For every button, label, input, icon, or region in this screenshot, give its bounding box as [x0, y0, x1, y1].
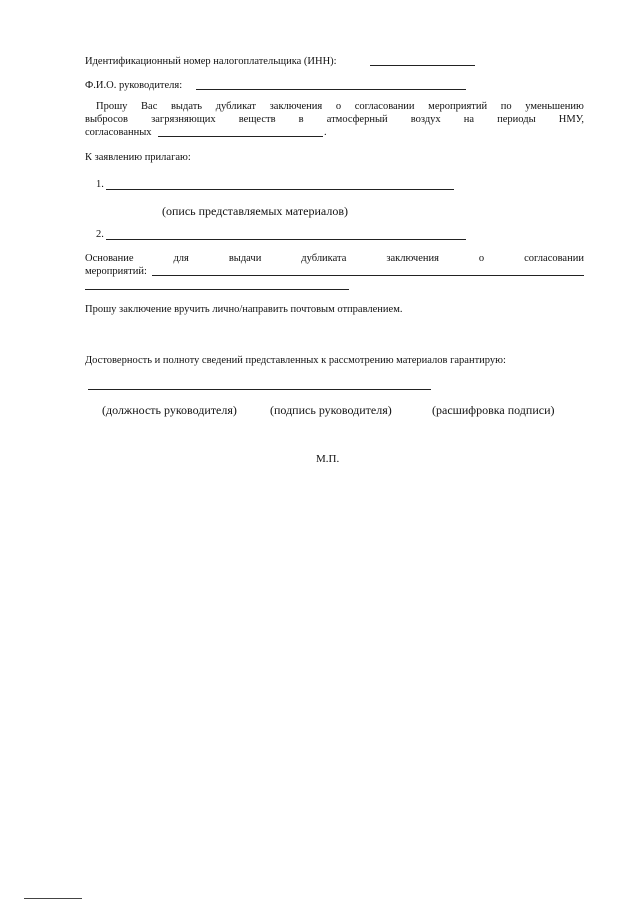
word: атмосферный — [326, 114, 388, 125]
request-line-2 — [85, 113, 584, 126]
period-mark: . — [324, 127, 327, 138]
word: согласовании — [524, 253, 584, 264]
item-2-number: 2. — [96, 229, 104, 240]
delivery-text: Прошу заключение вручить лично/направить почтовым отправлением. — [85, 304, 403, 315]
word: о — [478, 253, 485, 264]
word: загрязняющих — [151, 114, 216, 125]
inn-field[interactable] — [370, 65, 475, 66]
word: периоды — [497, 114, 536, 125]
word: заключения — [386, 253, 439, 264]
word: дубликата — [301, 253, 347, 264]
signature-caption: (подпись руководителя) — [270, 403, 392, 417]
inn-label: Идентификационный номер налогоплательщика (ИНН): — [85, 56, 337, 67]
fio-label: Ф.И.О. руководителя: — [85, 80, 183, 91]
reason-line-1 — [85, 252, 584, 265]
fio-field[interactable] — [196, 89, 466, 90]
word: Основание — [85, 253, 134, 264]
signature-field[interactable] — [88, 389, 431, 390]
page-edge-mark — [24, 898, 82, 899]
reason-field[interactable] — [152, 275, 584, 276]
word: НМУ, — [558, 114, 584, 125]
word: воздух — [410, 114, 441, 125]
stamp-place-label: М.П. — [316, 453, 340, 465]
decoding-caption: (расшифровка подписи) — [432, 403, 555, 417]
word: уменьшению — [525, 101, 584, 112]
word: заключения — [269, 101, 323, 112]
agreed-field[interactable] — [158, 136, 323, 137]
word: в — [298, 114, 304, 125]
word: для — [173, 253, 189, 264]
word: согласовании — [354, 101, 415, 112]
word: по — [500, 101, 512, 112]
item-1-field[interactable] — [106, 189, 454, 190]
word: Вас — [141, 101, 158, 112]
word: выдачи — [228, 253, 262, 264]
word: о — [335, 101, 342, 112]
reason-line-2-label: мероприятий: — [85, 266, 147, 277]
word: выдать — [170, 101, 203, 112]
request-line-1 — [96, 100, 584, 113]
word: дубликат — [215, 101, 257, 112]
word: на — [463, 114, 475, 125]
word: мероприятий — [428, 101, 488, 112]
position-caption: (должность руководителя) — [102, 403, 237, 417]
word: Прошу — [96, 101, 128, 112]
guarantee-text: Достоверность и полноту сведений представленных к рассмотрению материалов гарантирую: — [85, 355, 506, 366]
word: веществ — [238, 114, 276, 125]
request-line-3: согласованных — [85, 127, 152, 138]
item-2-field[interactable] — [106, 239, 466, 240]
attachments-label: К заявлению прилагаю: — [85, 152, 191, 163]
word: выбросов — [85, 114, 128, 125]
reason-field-continued[interactable] — [85, 289, 349, 290]
inventory-caption: (опись представляемых материалов) — [162, 204, 348, 218]
item-1-number: 1. — [96, 179, 104, 190]
